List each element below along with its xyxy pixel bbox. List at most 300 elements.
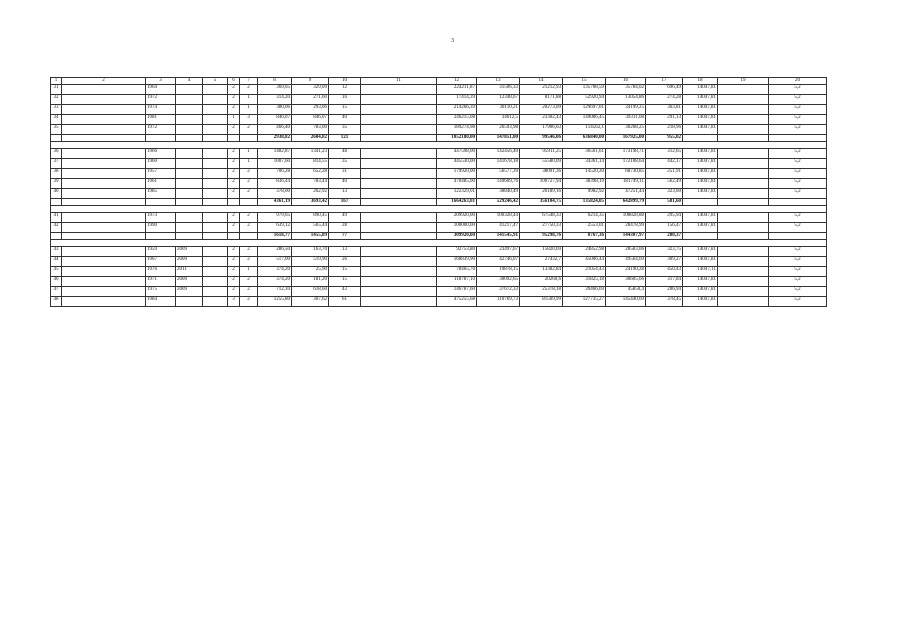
total-row bbox=[51, 199, 827, 206]
cell-col-1: 1 bbox=[51, 78, 62, 85]
cell-col-17: 442,17 bbox=[646, 159, 683, 169]
cell-col-15: 24852,98 bbox=[563, 247, 606, 257]
cell-col-8: 1007,60 bbox=[258, 159, 292, 169]
cell-col-3: 3 bbox=[146, 78, 176, 85]
cell-col-12: 179920,00 bbox=[437, 169, 477, 179]
cell-col-9: 519,90 bbox=[292, 257, 329, 267]
district-name bbox=[51, 240, 827, 247]
cell-col-4: 2009 bbox=[176, 277, 203, 287]
cell-col-6: 2 bbox=[228, 105, 240, 115]
cell-col-10: 28 bbox=[329, 223, 361, 233]
cell-col-11 bbox=[361, 297, 437, 307]
cell-col-18: 14047,11 bbox=[683, 267, 718, 277]
cell-col-10: 121 bbox=[329, 135, 361, 142]
cell-col-7: 1 bbox=[240, 267, 258, 277]
cell-col-14: 27750,33 bbox=[520, 223, 563, 233]
cell-col-2 bbox=[62, 199, 146, 206]
cell-col-17: 955,02 bbox=[646, 135, 683, 142]
cell-col-12: 447598,00 bbox=[437, 149, 477, 159]
cell-col-13: 30110,21 bbox=[477, 105, 520, 115]
cell-col-3: 1973 bbox=[146, 213, 176, 223]
cell-col-11 bbox=[361, 189, 437, 199]
cell-col-7 bbox=[240, 233, 258, 240]
cell-col-17: 251,91 bbox=[646, 169, 683, 179]
cell-col-11 bbox=[361, 95, 437, 105]
cell-col-11 bbox=[361, 149, 437, 159]
cell-col-4 bbox=[176, 135, 203, 142]
cell-col-17: 309,27 bbox=[646, 257, 683, 267]
cell-col-18: 14047,81 bbox=[683, 95, 718, 105]
cell-col-2 bbox=[62, 125, 146, 135]
cell-col-2 bbox=[62, 95, 146, 105]
cell-col-20: 5,2 bbox=[769, 287, 827, 297]
cell-col-3: 1957 bbox=[146, 169, 176, 179]
cell-col-20: 5,2 bbox=[769, 95, 827, 105]
cell-col-12: 78465,70 bbox=[437, 267, 477, 277]
cell-col-10: 26 bbox=[329, 257, 361, 267]
cell-col-13: 38840,49 bbox=[477, 189, 520, 199]
cell-col-15: 114562,1 bbox=[563, 125, 606, 135]
cell-col-7: 7 bbox=[240, 78, 258, 85]
cell-col-18 bbox=[683, 233, 718, 240]
cell-col-5 bbox=[203, 189, 228, 199]
cell-col-11 bbox=[361, 233, 437, 240]
cell-col-16: 35784,02 bbox=[606, 85, 646, 95]
cell-col-4: 2011 bbox=[176, 267, 203, 277]
table-row bbox=[51, 257, 827, 267]
cell-col-15: 8767,36 bbox=[563, 233, 606, 240]
cell-col-12: 246215,08 bbox=[437, 115, 477, 125]
cell-col-8: 369,65 bbox=[258, 85, 292, 95]
cell-col-10: 35 bbox=[329, 159, 361, 169]
cell-col-3: 1964 bbox=[146, 85, 176, 95]
cell-col-8: 8 bbox=[258, 78, 292, 85]
cell-col-10: 31 bbox=[329, 169, 361, 179]
cell-col-12: 209920,00 bbox=[437, 213, 477, 223]
cell-col-15: 127735,27 bbox=[563, 297, 606, 307]
cell-col-2 bbox=[62, 297, 146, 307]
cell-col-11 bbox=[361, 179, 437, 189]
cell-col-13: 23497,67 bbox=[477, 247, 520, 257]
cell-col-3 bbox=[146, 233, 176, 240]
cell-col-3: 1972 bbox=[146, 95, 176, 105]
cell-col-4 bbox=[176, 213, 203, 223]
cell-col-11 bbox=[361, 105, 437, 115]
cell-col-10: 10 bbox=[329, 78, 361, 85]
cell-col-18: 14047,81 bbox=[683, 125, 718, 135]
cell-col-17: 562,49 bbox=[646, 179, 683, 189]
table-row bbox=[51, 105, 827, 115]
cell-col-20: 5,2 bbox=[769, 213, 827, 223]
cell-col-12: 146787,60 bbox=[437, 287, 477, 297]
cell-col-19 bbox=[718, 233, 769, 240]
district-section-row bbox=[51, 206, 827, 213]
cell-col-14: 25378,18 bbox=[520, 287, 563, 297]
cell-col-7: 2 bbox=[240, 85, 258, 95]
cell-col-20: 5,2 bbox=[769, 125, 827, 135]
cell-col-2 bbox=[62, 169, 146, 179]
cell-col-19 bbox=[718, 267, 769, 277]
cell-col-5 bbox=[203, 247, 228, 257]
cell-col-9: 25,90 bbox=[292, 267, 329, 277]
cell-col-14: 13382,84 bbox=[520, 267, 563, 277]
table-row bbox=[51, 169, 827, 179]
cell-col-1: 48 bbox=[51, 297, 62, 307]
cell-col-19 bbox=[718, 287, 769, 297]
cell-col-7: 1 bbox=[240, 159, 258, 169]
cell-col-17: 200,37 bbox=[646, 233, 683, 240]
cell-col-10: 40 bbox=[329, 179, 361, 189]
cell-col-5 bbox=[203, 95, 228, 105]
cell-col-19 bbox=[718, 277, 769, 287]
cell-col-15: 39466,69 bbox=[563, 287, 606, 297]
cell-col-18: 14047,81 bbox=[683, 297, 718, 307]
cell-col-13: 42746,07 bbox=[477, 257, 520, 267]
cell-col-9: 329,09 bbox=[292, 85, 329, 95]
cell-col-19 bbox=[718, 199, 769, 206]
cell-col-1: 34 bbox=[51, 115, 62, 125]
cell-col-8: 374,20 bbox=[258, 267, 292, 277]
cell-col-14: 99546,06 bbox=[520, 135, 563, 142]
page-number: 3 bbox=[451, 38, 454, 44]
cell-col-18: 14047,81 bbox=[683, 287, 718, 297]
cell-col-8: 380,06 bbox=[258, 105, 292, 115]
cell-col-20: 5,2 bbox=[769, 115, 827, 125]
table-body bbox=[51, 78, 827, 307]
cell-col-7: 2 bbox=[240, 277, 258, 287]
cell-col-6 bbox=[228, 199, 240, 206]
table-row bbox=[51, 115, 827, 125]
cell-col-14: 81509,99 bbox=[520, 297, 563, 307]
cell-col-8: 314,20 bbox=[258, 95, 292, 105]
cell-col-20: 5,2 bbox=[769, 257, 827, 267]
cell-col-15: 135708,59 bbox=[563, 85, 606, 95]
cell-col-2 bbox=[62, 213, 146, 223]
cell-col-2 bbox=[62, 257, 146, 267]
cell-col-20: 5,2 bbox=[769, 149, 827, 159]
cell-col-13: 19878,15 bbox=[477, 267, 520, 277]
cell-col-9: 163,70 bbox=[292, 247, 329, 257]
cell-col-3: 1981 bbox=[146, 115, 176, 125]
cell-col-17: 363,81 bbox=[646, 105, 683, 115]
cell-col-19: 19 bbox=[718, 78, 769, 85]
cell-col-15: 34361,14 bbox=[563, 159, 606, 169]
cell-col-20: 5,2 bbox=[769, 179, 827, 189]
cell-col-4 bbox=[176, 95, 203, 105]
cell-col-12: 92753,80 bbox=[437, 247, 477, 257]
cell-col-13: 34612,5 bbox=[477, 115, 520, 125]
cell-col-5 bbox=[203, 213, 228, 223]
cell-col-4 bbox=[176, 85, 203, 95]
cell-col-14: 23302,43 bbox=[520, 115, 563, 125]
cell-col-10: 40 bbox=[329, 115, 361, 125]
cell-col-20 bbox=[769, 135, 827, 142]
district-name bbox=[51, 206, 827, 213]
cell-col-17: 312,65 bbox=[646, 149, 683, 159]
cell-col-17: 378,45 bbox=[646, 297, 683, 307]
cell-col-16: 167925,00 bbox=[606, 135, 646, 142]
cell-col-18: 14047,81 bbox=[683, 149, 718, 159]
cell-col-15: 36561,61 bbox=[563, 149, 606, 159]
table-row bbox=[51, 297, 827, 307]
cell-col-7: 1 bbox=[240, 95, 258, 105]
cell-col-1: 40 bbox=[51, 189, 62, 199]
cell-col-20: 5,2 bbox=[769, 247, 827, 257]
cell-col-9: 3693,42 bbox=[292, 199, 329, 206]
cell-col-8: 979,65 bbox=[258, 213, 292, 223]
table-row bbox=[51, 277, 827, 287]
cell-col-6: 2 bbox=[228, 189, 240, 199]
cell-col-18 bbox=[683, 135, 718, 142]
cell-col-14: 15820,69 bbox=[520, 247, 563, 257]
cell-col-8: 706,28 bbox=[258, 169, 292, 179]
cell-col-5 bbox=[203, 277, 228, 287]
cell-col-5 bbox=[203, 223, 228, 233]
cell-col-18: 14047,81 bbox=[683, 115, 718, 125]
cell-col-15: 135824,05 bbox=[563, 199, 606, 206]
cell-col-15: 2553,01 bbox=[563, 223, 606, 233]
cell-col-8: 1255,80 bbox=[258, 297, 292, 307]
cell-col-17: 317,84 bbox=[646, 277, 683, 287]
cell-col-10: 167 bbox=[329, 199, 361, 206]
cell-col-15: 52920,94 bbox=[563, 95, 606, 105]
cell-col-19 bbox=[718, 115, 769, 125]
cell-col-16: 144307,97 bbox=[606, 233, 646, 240]
cell-col-2 bbox=[62, 149, 146, 159]
cell-col-3: 1961 bbox=[146, 179, 176, 189]
cell-col-3: 1967 bbox=[146, 257, 176, 267]
cell-col-3: 1960 bbox=[146, 159, 176, 169]
cell-col-3: 1972 bbox=[146, 125, 176, 135]
cell-col-13: 12348,67 bbox=[477, 95, 520, 105]
cell-col-12: 168839,90 bbox=[437, 257, 477, 267]
cell-col-20: 5,2 bbox=[769, 159, 827, 169]
cell-col-9: 814,55 bbox=[292, 159, 329, 169]
cell-col-17: 696,49 bbox=[646, 85, 683, 95]
cell-col-16: 181749,11 bbox=[606, 179, 646, 189]
cell-col-13: 41217,47 bbox=[477, 223, 520, 233]
cell-col-15: 38398,19 bbox=[563, 179, 606, 189]
cell-col-18: 14047,81 bbox=[683, 277, 718, 287]
cell-col-16: 642899,79 bbox=[606, 199, 646, 206]
cell-col-11 bbox=[361, 287, 437, 297]
cell-col-12: 475255,68 bbox=[437, 297, 477, 307]
cell-col-20: 5,2 bbox=[769, 277, 827, 287]
cell-col-10: 61 bbox=[329, 297, 361, 307]
cell-col-4 bbox=[176, 159, 203, 169]
cell-col-13: 149609,76 bbox=[477, 179, 520, 189]
cell-col-16: 145440,69 bbox=[606, 297, 646, 307]
cell-col-3: 1975 bbox=[146, 287, 176, 297]
cell-col-16: 36605,66 bbox=[606, 277, 646, 287]
table-row bbox=[51, 213, 827, 223]
cell-col-13: 529246,42 bbox=[477, 199, 520, 206]
cell-col-17: 581,60 bbox=[646, 199, 683, 206]
cell-col-12: 1664263,01 bbox=[437, 199, 477, 206]
cell-col-8: 4361,19 bbox=[258, 199, 292, 206]
cell-col-19 bbox=[718, 95, 769, 105]
cell-col-18: 14047,81 bbox=[683, 159, 718, 169]
cell-col-12: 12 bbox=[437, 78, 477, 85]
cell-col-2 bbox=[62, 135, 146, 142]
cell-col-11 bbox=[361, 135, 437, 142]
cell-col-7: 2 bbox=[240, 297, 258, 307]
cell-col-19 bbox=[718, 179, 769, 189]
cell-col-19 bbox=[718, 125, 769, 135]
cell-col-2 bbox=[62, 159, 146, 169]
cell-col-11 bbox=[361, 267, 437, 277]
cell-col-18: 14047,81 bbox=[683, 257, 718, 267]
cell-col-13: 30092,65 bbox=[477, 277, 520, 287]
cell-col-6: 6 bbox=[228, 78, 240, 85]
cell-col-9: 1455,89 bbox=[292, 233, 329, 240]
cell-col-13: 37672,33 bbox=[477, 287, 520, 297]
cell-col-1 bbox=[51, 135, 62, 142]
cell-col-9: 271,60 bbox=[292, 95, 329, 105]
cell-col-16: 49564,69 bbox=[606, 257, 646, 267]
cell-col-20: 5,2 bbox=[769, 297, 827, 307]
cell-col-2 bbox=[62, 223, 146, 233]
cell-col-15: 21054,43 bbox=[563, 267, 606, 277]
cell-col-18: 14047,81 bbox=[683, 213, 718, 223]
cell-col-9: 1341,23 bbox=[292, 149, 329, 159]
cell-col-16: 68730,85 bbox=[606, 169, 646, 179]
cell-col-9: 846,07 bbox=[292, 115, 329, 125]
cell-col-7: 1 bbox=[240, 149, 258, 159]
cell-col-1: 33 bbox=[51, 105, 62, 115]
cell-col-6: 2 bbox=[228, 169, 240, 179]
cell-col-7: 2 bbox=[240, 247, 258, 257]
cell-col-20: 20 bbox=[769, 78, 827, 85]
cell-col-8: 836,44 bbox=[258, 179, 292, 189]
cell-col-1: 41 bbox=[51, 213, 62, 223]
cell-col-17: 17 bbox=[646, 78, 683, 85]
cell-col-2 bbox=[62, 247, 146, 257]
cell-col-11 bbox=[361, 115, 437, 125]
cell-col-8: 1482,87 bbox=[258, 149, 292, 159]
cell-col-9: 262,92 bbox=[292, 189, 329, 199]
cell-col-12: 224211,87 bbox=[437, 85, 477, 95]
cell-col-10: 13 bbox=[329, 247, 361, 257]
cell-col-3: 1966 bbox=[146, 149, 176, 159]
cell-col-20: 5,2 bbox=[769, 267, 827, 277]
cell-col-12: 100000,00 bbox=[437, 223, 477, 233]
cell-col-10: 49 bbox=[329, 213, 361, 223]
cell-col-8: 639,12 bbox=[258, 223, 292, 233]
cell-col-3: 1974 bbox=[146, 105, 176, 115]
cell-col-8: 378,00 bbox=[258, 189, 292, 199]
cell-col-4 bbox=[176, 105, 203, 115]
cell-col-16: 172108,64 bbox=[606, 159, 646, 169]
cell-col-17: 218,96 bbox=[646, 125, 683, 135]
cell-col-4 bbox=[176, 223, 203, 233]
cell-col-8: 466,40 bbox=[258, 125, 292, 135]
cell-col-5 bbox=[203, 287, 228, 297]
table-row bbox=[51, 159, 827, 169]
cell-col-9: 307,62 bbox=[292, 297, 329, 307]
cell-col-3 bbox=[146, 199, 176, 206]
cell-col-5 bbox=[203, 267, 228, 277]
cell-col-1: 45 bbox=[51, 267, 62, 277]
cell-col-5 bbox=[203, 233, 228, 240]
cell-col-20: 5,2 bbox=[769, 105, 827, 115]
cell-col-1: 36 bbox=[51, 149, 62, 159]
cell-col-12: 122329,01 bbox=[437, 189, 477, 199]
cell-col-1: 38 bbox=[51, 169, 62, 179]
cell-col-6: 2 bbox=[228, 257, 240, 267]
cell-col-14: 26189,16 bbox=[520, 189, 563, 199]
cell-col-5 bbox=[203, 149, 228, 159]
cell-col-16: 39311,68 bbox=[606, 115, 646, 125]
cell-col-5 bbox=[203, 297, 228, 307]
cell-col-9: 181,20 bbox=[292, 277, 329, 287]
cell-col-2 bbox=[62, 85, 146, 95]
cell-col-9: 2604,82 bbox=[292, 135, 329, 142]
cell-col-6: 2 bbox=[228, 125, 240, 135]
district-section-row bbox=[51, 142, 827, 149]
cell-col-20: 5,2 bbox=[769, 85, 827, 95]
cell-col-9: 565,44 bbox=[292, 223, 329, 233]
cell-col-14: 20260,6 bbox=[520, 277, 563, 287]
table-row bbox=[51, 85, 827, 95]
cell-col-15: 14520,20 bbox=[563, 169, 606, 179]
cell-col-15: 6214,35 bbox=[563, 213, 606, 223]
cell-col-4 bbox=[176, 189, 203, 199]
cell-col-1: 37 bbox=[51, 159, 62, 169]
table-row bbox=[51, 189, 827, 199]
cell-col-4 bbox=[176, 149, 203, 159]
cell-col-7: 2 bbox=[240, 125, 258, 135]
cell-col-6: 3 bbox=[228, 297, 240, 307]
cell-col-1: 47 bbox=[51, 287, 62, 297]
cell-col-14: 100727,94 bbox=[520, 179, 563, 189]
repair-program-table bbox=[50, 77, 827, 307]
cell-col-2 bbox=[62, 277, 146, 287]
cell-col-13: 31506,33 bbox=[477, 85, 520, 95]
cell-col-3 bbox=[146, 135, 176, 142]
cell-col-10: 48 bbox=[329, 149, 361, 159]
cell-col-2: 2 bbox=[62, 78, 146, 85]
cell-col-1: 42 bbox=[51, 223, 62, 233]
cell-col-18: 14047,81 bbox=[683, 169, 718, 179]
cell-col-5 bbox=[203, 169, 228, 179]
cell-col-2 bbox=[62, 179, 146, 189]
cell-col-6: 2 bbox=[228, 247, 240, 257]
cell-col-14: 17906,63 bbox=[520, 125, 563, 135]
cell-col-4 bbox=[176, 169, 203, 179]
cell-col-19 bbox=[718, 135, 769, 142]
cell-col-6: 2 bbox=[228, 213, 240, 223]
cell-col-17: 274,28 bbox=[646, 95, 683, 105]
cell-col-4 bbox=[176, 199, 203, 206]
cell-col-19 bbox=[718, 169, 769, 179]
cell-col-10: 43 bbox=[329, 287, 361, 297]
cell-col-9: 652,28 bbox=[292, 169, 329, 179]
cell-col-4: 2009 bbox=[176, 287, 203, 297]
table-row bbox=[51, 287, 827, 297]
cell-col-6: 2 bbox=[228, 287, 240, 297]
cell-col-18: 14047,81 bbox=[683, 247, 718, 257]
cell-col-4 bbox=[176, 179, 203, 189]
cell-col-5 bbox=[203, 115, 228, 125]
cell-col-2 bbox=[62, 115, 146, 125]
header-row bbox=[51, 78, 827, 85]
cell-col-13: 26593,98 bbox=[477, 125, 520, 135]
cell-col-7: 3 bbox=[240, 115, 258, 125]
cell-col-14: 14 bbox=[520, 78, 563, 85]
cell-col-9: 9 bbox=[292, 78, 329, 85]
cell-col-1 bbox=[51, 233, 62, 240]
